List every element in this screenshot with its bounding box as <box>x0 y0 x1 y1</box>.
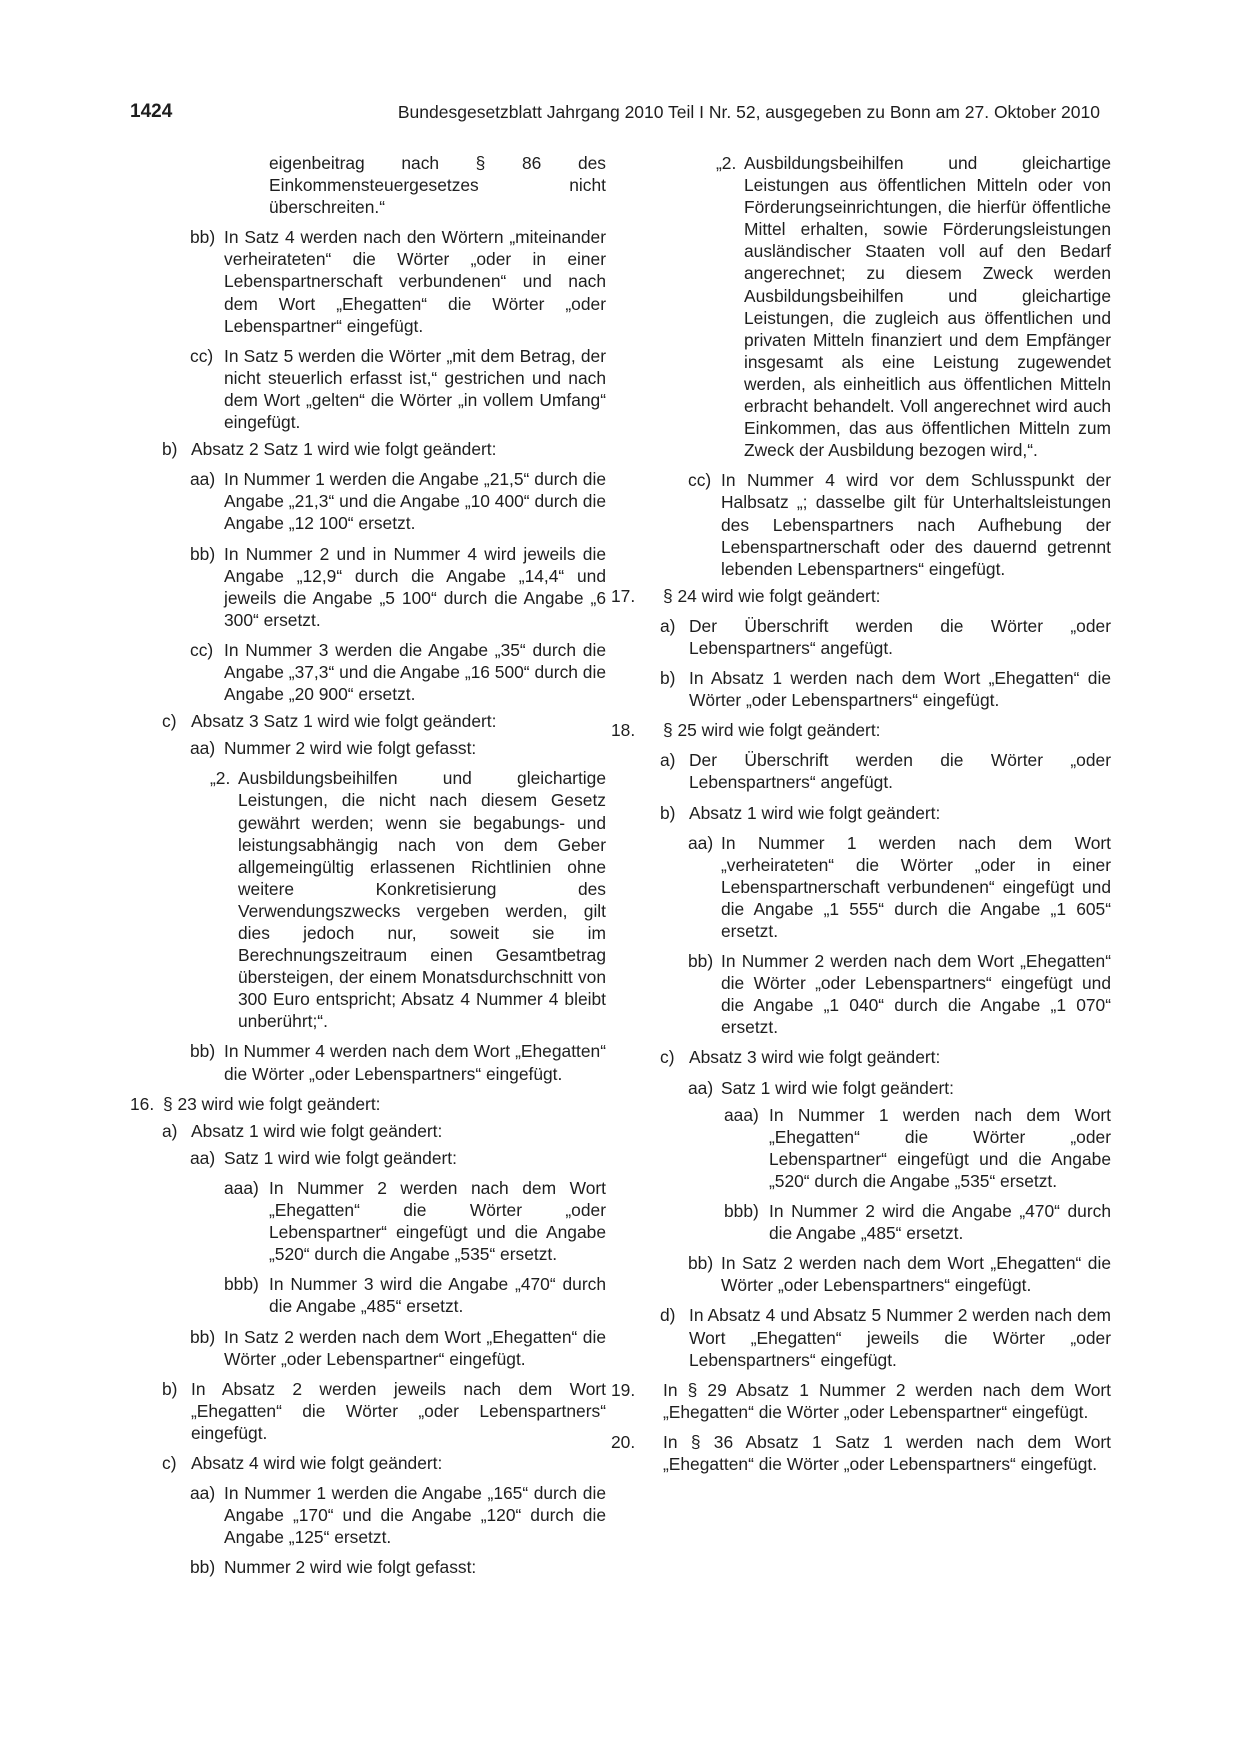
item-label: bb) <box>688 1253 714 1274</box>
item-label: cc) <box>190 639 214 660</box>
item-label: 16. <box>130 1093 155 1114</box>
list-item <box>688 950 1111 1038</box>
item-text: In Satz 4 werden nach den Wörtern „miteinander verheirateten“ die Wörter „oder in einer Lebenspartnerschaft verbundenen“ und nach dem Wort „Ehegatten“ die Wörter „oder Lebenspartner“ eingefügt. <box>224 227 606 336</box>
item-label: aaa) <box>724 1104 759 1125</box>
list-item <box>660 1304 1111 1370</box>
item-text: In Nummer 1 werden die Angabe „165“ durch die Angabe „170“ und die Angabe „120“ durch die Angabe „125“ ersetzt. <box>224 1483 606 1548</box>
item-text: Ausbildungsbeihilfen und gleichartige Leistungen, die nicht nach diesem Gesetz gewährt werden; wenn sie begabungs- und leistungsabhängig nach von dem Geber allgemeingültig erlassenen Richtlinien ohne weitere Konkretisierung des Verwendungszwecks vergeben werden, gilt dies jedoch nur, soweit sie im Berechnungszeitraum einen Gesamtbetrag übersteigen, der einem Monatsdurchschnitt von 300 Euro entspricht; Absatz 4 Nummer 4 bleibt unberührt;“. <box>238 768 606 1032</box>
item-text: Der Überschrift werden die Wörter „oder Lebenspartners“ angefügt. <box>689 615 1111 658</box>
list-item <box>724 1104 1111 1192</box>
list-item <box>162 710 606 732</box>
item-text: Satz 1 wird wie folgt geändert: <box>721 1077 954 1098</box>
list-item <box>190 345 606 433</box>
item-label: c) <box>660 1047 675 1068</box>
item-label: bb) <box>688 951 714 972</box>
list-item <box>190 226 606 336</box>
list-item <box>688 832 1111 942</box>
item-text: In Absatz 1 werden nach dem Wort „Ehegatten“ die Wörter „oder Lebenspartners“ eingefügt. <box>689 668 1111 711</box>
item-label: bb) <box>190 1326 216 1347</box>
item-text: Nummer 2 wird wie folgt gefasst: <box>224 738 477 759</box>
list-item <box>210 767 606 1032</box>
item-text: Der Überschrift werden die Wörter „oder Lebenspartners“ angefügt. <box>689 750 1111 793</box>
item-text: Satz 1 wird wie folgt geändert: <box>224 1147 457 1168</box>
item-label: b) <box>660 802 676 823</box>
item-label: cc) <box>190 345 214 366</box>
item-text: In § 29 Absatz 1 Nummer 2 werden nach dem Wort „Ehegatten“ die Wörter „oder Lebenspartner“ eingefügt. <box>663 1379 1111 1422</box>
list-item <box>269 152 606 218</box>
list-item <box>224 1273 606 1317</box>
item-text: In Nummer 4 wird vor dem Schlusspunkt der Halbsatz „; dasselbe gilt für Unterhaltsleistungen des Lebenspartners nach Aufhebung der Lebenspartnerschaft oder des dauernd getrennt lebenden Lebenspartners“ eingefügt. <box>721 470 1111 579</box>
item-text: In Absatz 2 werden jeweils nach dem Wort „Ehegatten“ die Wörter „oder Lebenspartners“ eingefügt. <box>191 1378 606 1443</box>
item-text: In Nummer 4 werden nach dem Wort „Ehegatten“ die Wörter „oder Lebenspartners“ eingefügt. <box>224 1041 606 1084</box>
list-item <box>162 1378 606 1444</box>
item-label: aa) <box>190 1483 216 1504</box>
list-item <box>660 615 1111 659</box>
item-text: § 25 wird wie folgt geändert: <box>663 720 881 741</box>
item-label: bb) <box>190 1041 216 1062</box>
item-text: Nummer 2 wird wie folgt gefasst: <box>224 1557 477 1578</box>
item-text: In Nummer 1 werden nach dem Wort „Ehegatten“ die Wörter „oder Lebenspartner“ eingefügt und die Angabe „520“ durch die Angabe „535“ ersetzt. <box>769 1104 1111 1191</box>
list-item <box>660 802 1111 824</box>
item-label: aa) <box>190 738 216 759</box>
item-text: Absatz 3 wird wie folgt geändert: <box>689 1047 941 1068</box>
item-label: c) <box>162 711 177 732</box>
item-label: aa) <box>688 832 714 853</box>
item-label: aa) <box>190 469 216 490</box>
list-item <box>190 1040 606 1084</box>
list-item <box>190 468 606 534</box>
left-column <box>130 152 606 1578</box>
list-item <box>716 152 1111 461</box>
list-item <box>190 543 606 631</box>
item-label: bb) <box>190 227 216 248</box>
item-text: § 24 wird wie folgt geändert: <box>663 585 881 606</box>
item-text: In Absatz 4 und Absatz 5 Nummer 2 werden nach dem Wort „Ehegatten“ jeweils die Wörter „oder Lebenspartners“ eingefügt. <box>689 1305 1111 1370</box>
page-header <box>130 101 1111 125</box>
item-text: In Satz 2 werden nach dem Wort „Ehegatten“ die Wörter „oder Lebenspartner“ eingefügt. <box>224 1326 606 1369</box>
list-item <box>611 1379 1111 1423</box>
item-label: 20. <box>611 1431 636 1452</box>
list-item <box>190 1326 606 1370</box>
list-item <box>688 1252 1111 1296</box>
item-text: Absatz 3 Satz 1 wird wie folgt geändert: <box>191 711 497 732</box>
item-text: Absatz 1 wird wie folgt geändert: <box>191 1120 443 1141</box>
item-label: b) <box>162 439 178 460</box>
item-label: d) <box>660 1305 676 1326</box>
list-item <box>190 737 606 759</box>
item-text: Absatz 4 wird wie folgt geändert: <box>191 1452 443 1473</box>
item-text: In Nummer 2 und in Nummer 4 wird jeweils die Angabe „12,9“ durch die Angabe „14,4“ und jeweils die Angabe „5 100“ durch die Angabe „6 300“ ersetzt. <box>224 543 606 630</box>
list-item <box>190 639 606 705</box>
list-item <box>190 1482 606 1548</box>
item-label: 18. <box>611 720 636 741</box>
item-label: bbb) <box>724 1201 759 1222</box>
item-label: aa) <box>190 1147 216 1168</box>
item-label: cc) <box>688 470 712 491</box>
list-item <box>611 1431 1111 1475</box>
item-text: Ausbildungsbeihilfen und gleichartige Leistungen aus öffentlichen Mitteln oder von Förderungseinrichtungen, die hierfür öffentliche Mittel erhalten, sowie Förderungsleistungen ausländischer Staaten voll auf den Bedarf angerechnet; zu diesem Zweck werden Ausbildungsbeihilfen und gleichartige Leistungen, die zugleich aus öffentlichen und privaten Mitteln finanziert und dem Empfänger insgesamt als eine Leistung zugewendet werden, als einheitlich aus öffentlichen Mitteln erbracht behandelt. Voll angerechnet wird auch Einkommen, das aus öffentlichen Mitteln zum Zweck der Ausbildung bezogen wird,“. <box>744 153 1111 461</box>
item-text: Absatz 2 Satz 1 wird wie folgt geändert: <box>191 439 497 460</box>
item-text: In Nummer 3 wird die Angabe „470“ durch die Angabe „485“ ersetzt. <box>269 1274 606 1317</box>
right-column <box>611 152 1111 1475</box>
list-item <box>162 438 606 460</box>
item-label: a) <box>660 615 676 636</box>
list-item <box>611 719 1111 741</box>
list-item <box>224 1177 606 1265</box>
list-item <box>130 1093 606 1115</box>
item-label: a) <box>660 750 676 771</box>
item-label: b) <box>660 668 676 689</box>
item-label: „2. <box>716 153 737 173</box>
item-label: aa) <box>688 1077 714 1098</box>
running-head: Bundesgesetzblatt Jahrgang 2010 Teil I Nr. 52, ausgegeben zu Bonn am 27. Oktober 2010 <box>397 102 1100 122</box>
item-text: In § 36 Absatz 1 Satz 1 werden nach dem Wort „Ehegatten“ die Wörter „oder Lebenspartners“ eingefügt. <box>663 1431 1111 1474</box>
list-item <box>162 1120 606 1142</box>
item-text: In Nummer 1 werden nach dem Wort „verheirateten“ die Wörter „oder in einer Lebenspartnerschaft verbundenen“ eingefügt und die Angabe „1 555“ durch die Angabe „1 605“ ersetzt. <box>721 832 1111 941</box>
item-label: bbb) <box>224 1274 259 1295</box>
item-label: c) <box>162 1452 177 1473</box>
list-item <box>688 469 1111 579</box>
item-text: In Satz 5 werden die Wörter „mit dem Betrag, der nicht steuerlich erfasst ist,“ gestrichen und nach dem Wort „gelten“ die Wörter „in vollem Umfang“ eingefügt. <box>224 345 606 433</box>
item-label: aaa) <box>224 1177 259 1198</box>
item-label: a) <box>162 1120 178 1141</box>
item-text: In Nummer 1 werden die Angabe „21,5“ durch die Angabe „21,3“ und die Angabe „10 400“ durch die Angabe „12 100“ ersetzt. <box>224 469 606 534</box>
item-label: 17. <box>611 585 636 606</box>
list-item <box>660 1046 1111 1068</box>
item-text: In Nummer 3 werden die Angabe „35“ durch die Angabe „37,3“ und die Angabe „16 500“ durch die Angabe „20 900“ ersetzt. <box>224 639 606 705</box>
item-label: „2. <box>210 768 231 789</box>
item-label: b) <box>162 1378 178 1399</box>
list-item <box>611 585 1111 607</box>
item-text: § 23 wird wie folgt geändert: <box>163 1093 381 1114</box>
list-item <box>724 1200 1111 1244</box>
item-text: In Nummer 2 wird die Angabe „470“ durch die Angabe „485“ ersetzt. <box>769 1201 1111 1244</box>
item-label: bb) <box>190 543 216 564</box>
item-label: 19. <box>611 1379 636 1400</box>
item-label: bb) <box>190 1557 216 1578</box>
list-item <box>190 1556 606 1578</box>
item-text: eigenbeitrag nach § 86 des Einkommensteuergesetzes nicht überschreiten.“ <box>269 153 606 218</box>
list-item <box>660 667 1111 711</box>
list-item <box>660 749 1111 793</box>
list-item <box>190 1147 606 1169</box>
item-text: In Nummer 2 werden nach dem Wort „Ehegatten“ die Wörter „oder Lebenspartners“ eingefügt und die Angabe „1 040“ durch die Angabe „1 070“ ersetzt. <box>721 951 1111 1038</box>
page-number: 1424 <box>130 101 173 122</box>
list-item <box>162 1452 606 1474</box>
list-item <box>688 1077 1111 1099</box>
item-text: Absatz 1 wird wie folgt geändert: <box>689 802 941 823</box>
item-text: In Nummer 2 werden nach dem Wort „Ehegatten“ die Wörter „oder Lebenspartner“ eingefügt und die Angabe „520“ durch die Angabe „535“ ersetzt. <box>269 1177 606 1265</box>
item-text: In Satz 2 werden nach dem Wort „Ehegatten“ die Wörter „oder Lebenspartners“ eingefügt. <box>721 1253 1111 1296</box>
